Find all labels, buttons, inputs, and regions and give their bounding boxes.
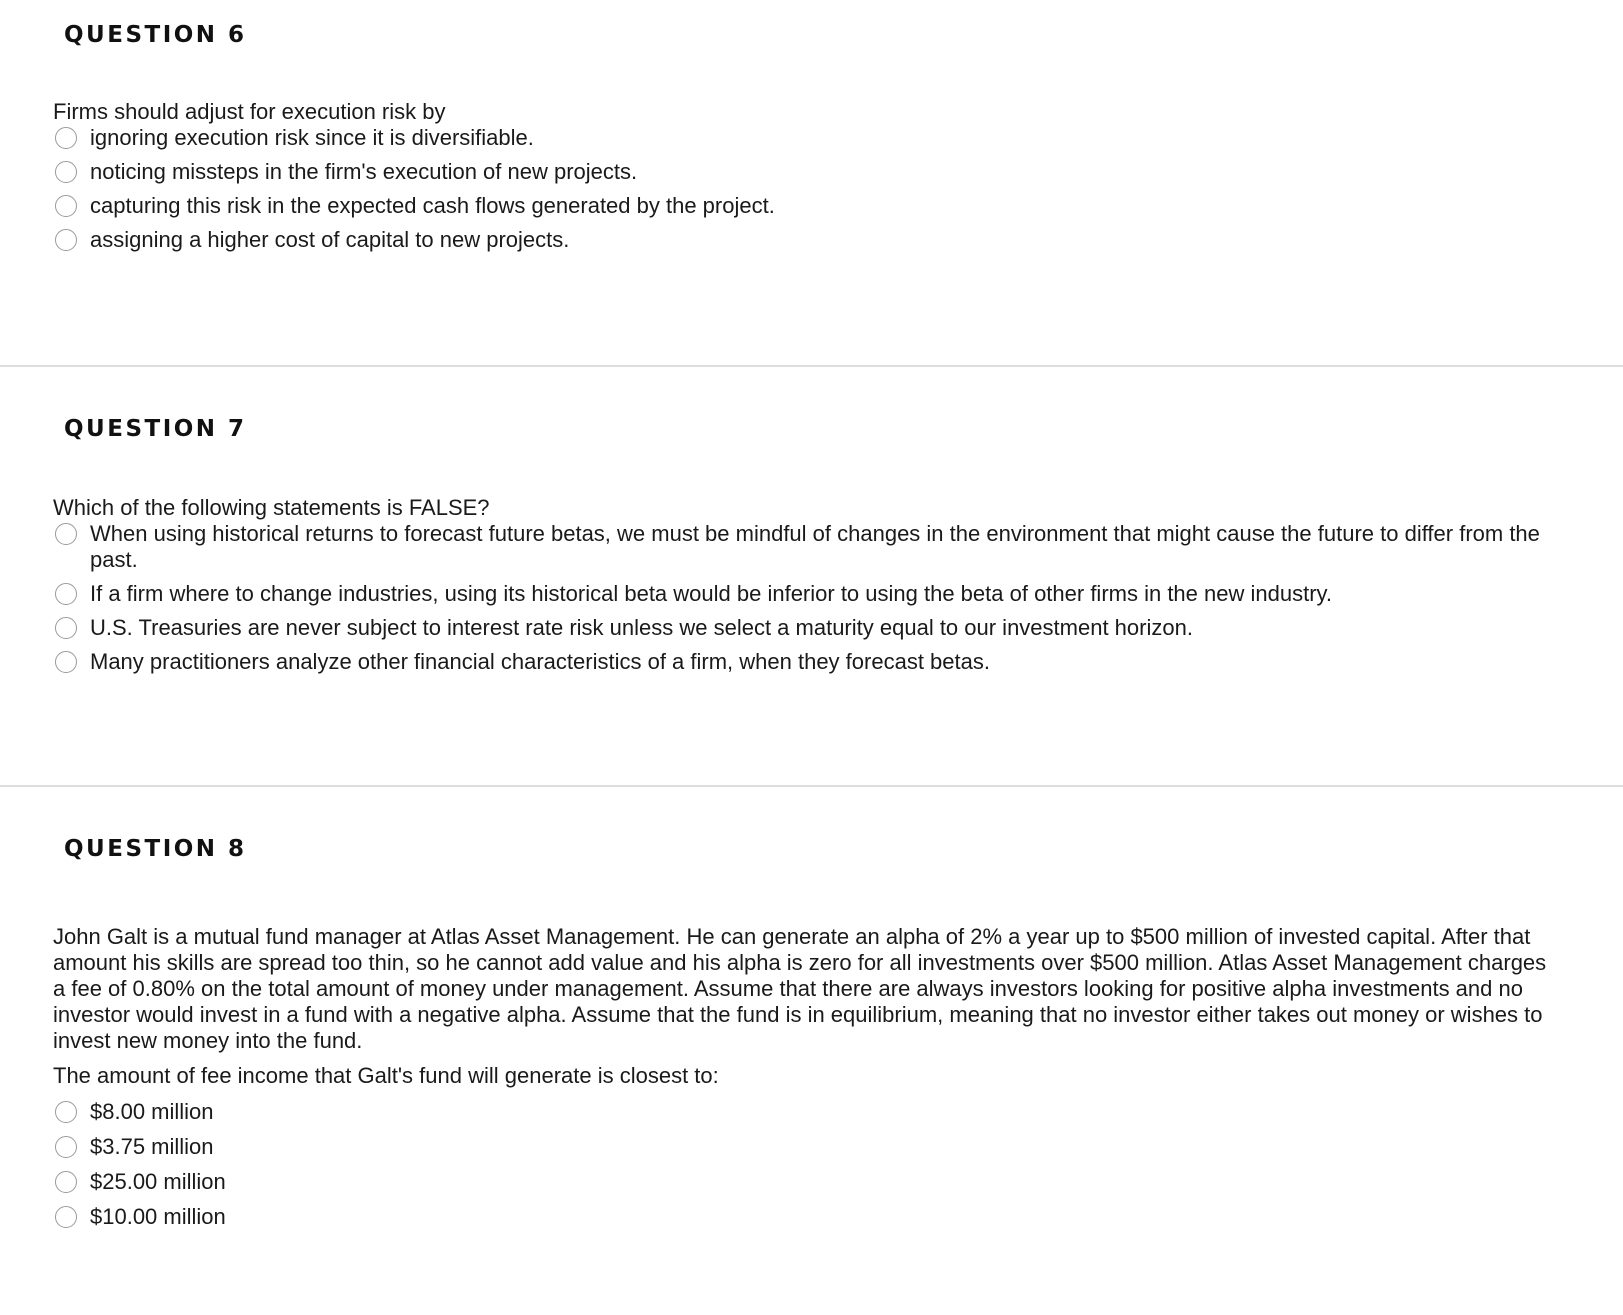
answer-option[interactable] (53, 1204, 1563, 1230)
answer-option-label: $3.75 million (90, 1134, 214, 1159)
radio-button[interactable] (55, 651, 77, 673)
radio-button[interactable] (55, 523, 77, 545)
answer-option-label: If a firm where to change industries, using its historical beta would be inferior to using the beta of other firms in the new industry. (90, 581, 1333, 606)
radio-button[interactable] (55, 1101, 77, 1123)
question-title: QUESTION 6 (64, 22, 247, 48)
question-title: QUESTION 7 (64, 416, 247, 442)
answer-option-label: When using historical returns to forecast future betas, we must be mindful of changes in the environment that might cause the future to differ from the past. (90, 521, 1540, 572)
question-title: QUESTION 8 (64, 836, 247, 862)
answer-options (53, 1099, 1563, 1230)
radio-button[interactable] (55, 229, 77, 251)
answer-option[interactable] (53, 125, 1563, 151)
answer-option[interactable] (53, 1169, 1563, 1195)
answer-option-label: ignoring execution risk since it is diversifiable. (90, 125, 534, 150)
answer-option[interactable] (53, 649, 1563, 675)
answer-option[interactable] (53, 521, 1563, 573)
answer-option-label: $10.00 million (90, 1204, 226, 1229)
question-scenario: John Galt is a mutual fund manager at Atlas Asset Management. He can generate an alpha of 2% a year up to $500 million of invested capital. After that amount his skills are spread too thin, so he cannot add value and his alpha is zero for all investments over $500 million. Atlas Asset Management charges a fee of 0.80% on the total amount of money under management. Assume that there are always investors looking for positive alpha investments and no investor would invest in a fund with a negative alpha. Assume that the fund is in equilibrium, meaning that no investor either takes out money or wishes to invest new money into the fund. (53, 924, 1547, 1053)
radio-button[interactable] (55, 1136, 77, 1158)
answer-option[interactable] (53, 227, 1563, 253)
section-divider (0, 365, 1623, 367)
radio-button[interactable] (55, 617, 77, 639)
question-body (53, 99, 1563, 253)
answer-option[interactable] (53, 1134, 1563, 1160)
answer-option[interactable] (53, 159, 1563, 185)
question-prompt: Which of the following statements is FALSE? (53, 495, 490, 520)
question-body (53, 924, 1563, 1230)
answer-option[interactable] (53, 193, 1563, 219)
section-divider (0, 785, 1623, 787)
answer-option[interactable] (53, 581, 1563, 607)
answer-options (53, 125, 1563, 253)
answer-option[interactable] (53, 1099, 1563, 1125)
question-prompt: The amount of fee income that Galt's fund will generate is closest to: (53, 1063, 719, 1088)
answer-option-label: $25.00 million (90, 1169, 226, 1194)
radio-button[interactable] (55, 161, 77, 183)
answer-option-label: U.S. Treasuries are never subject to interest rate risk unless we select a maturity equal to our investment horizon. (90, 615, 1193, 640)
radio-button[interactable] (55, 195, 77, 217)
answer-option-label: $8.00 million (90, 1099, 214, 1124)
question-body (53, 495, 1563, 675)
radio-button[interactable] (55, 127, 77, 149)
radio-button[interactable] (55, 1206, 77, 1228)
radio-button[interactable] (55, 1171, 77, 1193)
question-prompt: Firms should adjust for execution risk by (53, 99, 446, 124)
answer-option-label: assigning a higher cost of capital to new projects. (90, 227, 570, 252)
answer-option[interactable] (53, 615, 1563, 641)
answer-option-label: capturing this risk in the expected cash flows generated by the project. (90, 193, 775, 218)
answer-option-label: noticing missteps in the firm's execution of new projects. (90, 159, 638, 184)
answer-option-label: Many practitioners analyze other financial characteristics of a firm, when they forecast betas. (90, 649, 990, 674)
radio-button[interactable] (55, 583, 77, 605)
answer-options (53, 521, 1563, 675)
